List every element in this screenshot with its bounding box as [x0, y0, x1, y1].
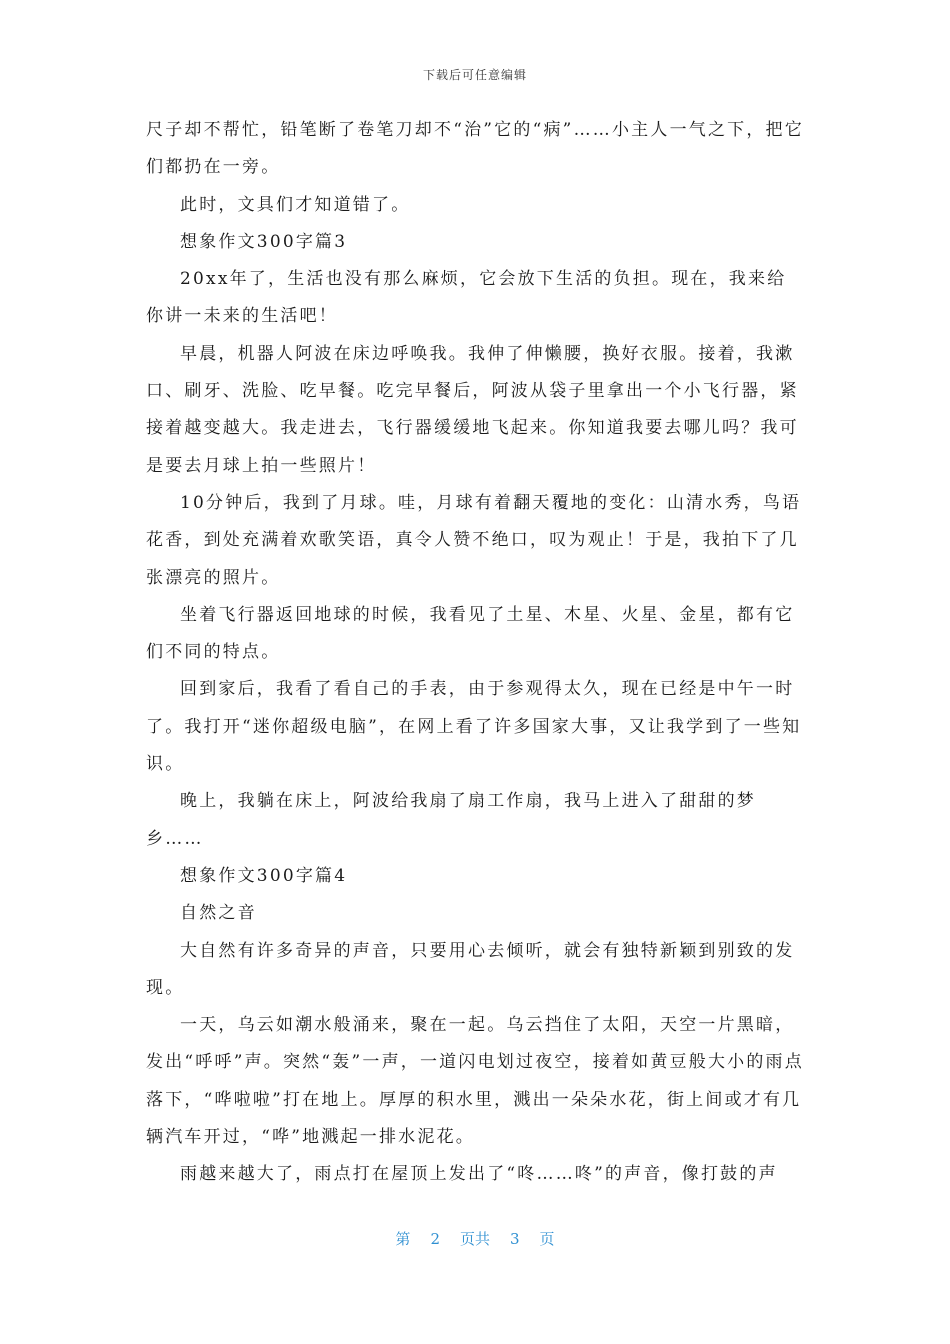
- paragraph: 晚上，我躺在床上，阿波给我扇了扇工作扇，我马上进入了甜甜的梦乡……: [146, 791, 756, 849]
- paragraph: 早晨，机器人阿波在床边呼唤我。我伸了伸懒腰，换好衣服。接着，我漱口、刷牙、洗脸、吃早餐。吃完早餐后，阿波从袋子里拿出一个小飞行器，紧接着越变越大。我走进去，飞行器缓缓地飞起来。你知道我要去哪儿吗？我可是要去月球上拍一些照片！: [146, 343, 799, 476]
- page-header: 下载后可任意编辑: [422, 68, 527, 82]
- document-body: [146, 112, 804, 1194]
- paragraph: 10分钟后，我到了月球。哇，月球有着翻天覆地的变化：山清水秀，鸟语花香，到处充满着欢歌笑语，真令人赞不绝口，叹为观止！于是，我拍下了几张漂亮的照片。: [146, 492, 802, 588]
- footer-label-page: 第: [395, 1230, 411, 1248]
- essay-title: 自然之音: [180, 903, 257, 924]
- footer-current-page: 2: [430, 1230, 440, 1248]
- section-title: 想象作文300字篇4: [180, 865, 348, 886]
- paragraph: 此时，文具们才知道错了。: [180, 194, 411, 215]
- paragraph: 一天，乌云如潮水般涌来，聚在一起。乌云挡住了太阳，天空一片黑暗，发出“呼呼”声。突然“轰”一声，一道闪电划过夜空，接着如黄豆般大小的雨点落下，“哗啦啦”打在地上。厚厚的积水里，溅出一朵朵水花，街上间或才有几辆汽车开过，“哗”地溅起一排水泥花。: [146, 1015, 804, 1148]
- footer-total-pages: 3: [510, 1230, 520, 1248]
- paragraph: 回到家后，我看了看自己的手表，由于参观得太久，现在已经是中午一时了。我打开“迷你超级电脑”，在网上看了许多国家大事，又让我学到了一些知识。: [146, 679, 802, 775]
- paragraph: 坐着飞行器返回地球的时候，我看见了土星、木星、火星、金星，都有它们不同的特点。: [146, 604, 795, 663]
- paragraph: 20xx年了，生活也没有那么麻烦，它会放下生活的负担。现在，我来给你讲一未来的生活吧！: [146, 269, 787, 327]
- paragraph: 雨越来越大了，雨点打在屋顶上发出了“咚……咚”的声音，像打鼓的声: [180, 1164, 778, 1185]
- paragraph: 尺子却不帮忙，铅笔断了卷笔刀却不“治”它的“病”……小主人一气之下，把它们都扔在一旁。: [146, 120, 804, 178]
- footer-label-of: 页共: [459, 1230, 490, 1248]
- paragraph: 大自然有许多奇异的声音，只要用心去倾听，就会有独特新颖到别致的发现。: [146, 940, 795, 998]
- section-title: 想象作文300字篇3: [180, 231, 348, 252]
- page-footer: [0, 1228, 950, 1249]
- footer-label-end: 页: [539, 1230, 555, 1248]
